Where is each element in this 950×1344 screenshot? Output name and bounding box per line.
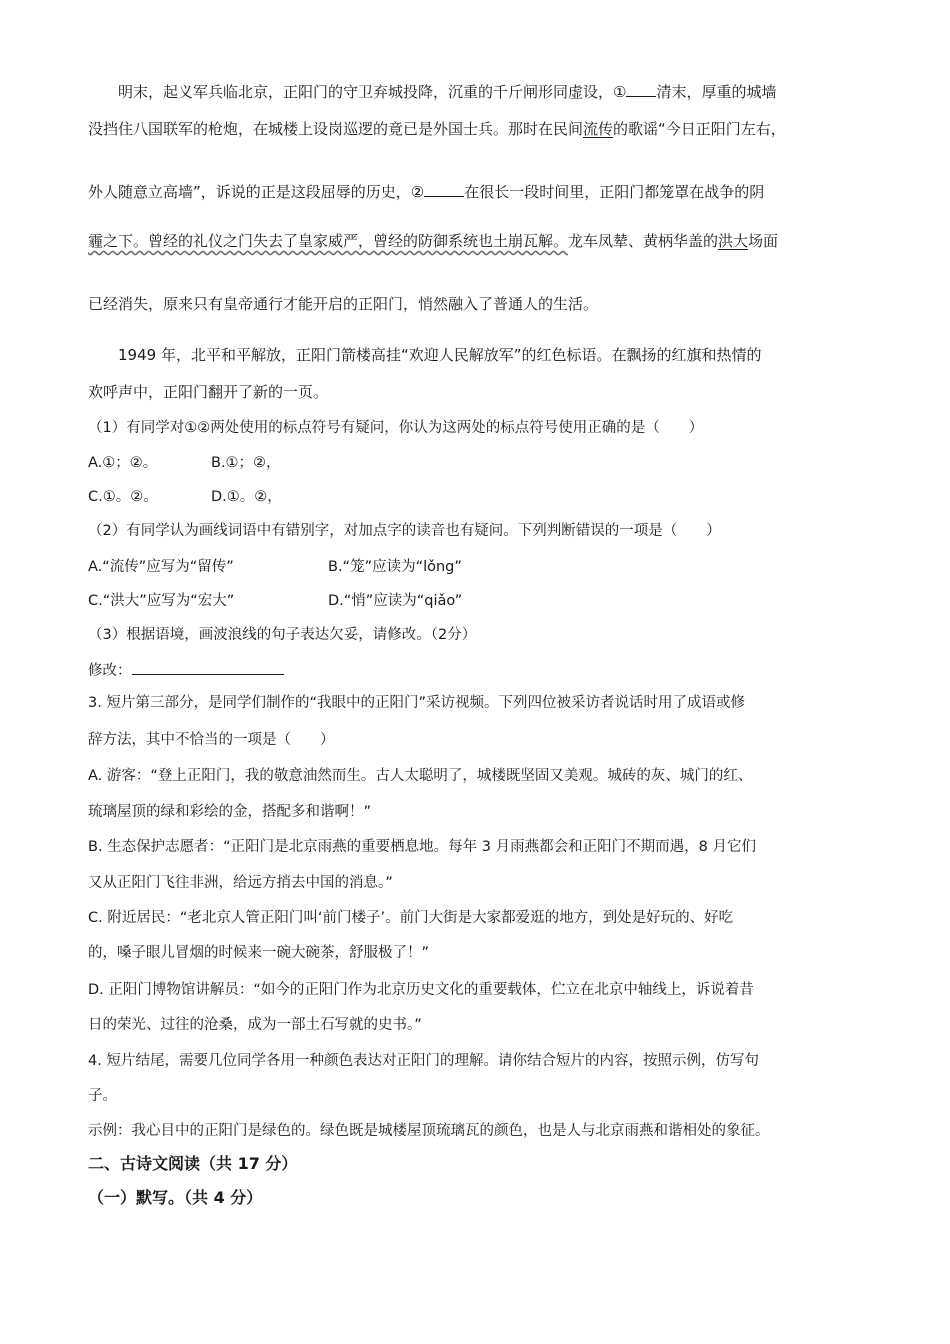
revision-blank [132, 660, 284, 675]
underlined-word: 洪大 [718, 232, 749, 250]
example-text: 示例：我心目中的正阳门是绿色的。绿色既是城楼屋顶琉璃瓦的颜色，也是人与北京雨燕和谐相处的象征。 [88, 1123, 770, 1139]
wavy-sentence: 霾之下。曾经的礼仪之门失去了皇家威严，曾经的防御系统也土崩瓦解。 [88, 232, 569, 250]
option-d: D.①。②， [211, 489, 282, 505]
answer-blank [424, 182, 464, 197]
passage-line: 外人随意立高墙”，诉说的正是这段屈辱的历史，② 在很长一段时间里，正阳门都笼罩在战争的阴 [88, 183, 765, 201]
question-stem: 3. 短片第三部分，是同学们制作的“我眼中的正阳门”采访视频。下列四位被采访者说话时用了成语或修 [88, 695, 745, 711]
option-d: D.“悄”应读为“qiǎo” [328, 593, 463, 609]
option-text: B. 生态保护志愿者：“正阳门是北京雨燕的重要栖息地。每年 3 月雨燕都会和正阳门不期而遇，8 月它们 [88, 839, 756, 855]
option-text: A. 游客：“登上正阳门，我的敬意油然而生。古人太聪明了，城楼既坚固又美观。城砖的灰、城门的红、 [88, 768, 753, 784]
question-stem: （3）根据语境，画波浪线的句子表达欠妥，请修改。（2分） [88, 627, 477, 643]
option-row [88, 590, 870, 612]
question-stem: 4. 短片结尾，需要几位同学各用一种颜色表达对正阳门的理解。请你结合短片的内容，按照示例，仿写句 [88, 1053, 759, 1069]
dotted-character: 笼 [659, 183, 675, 201]
option-text: 的，嗓子眼儿冒烟的时候来一碗大碗茶，舒服极了！” [88, 945, 430, 961]
question-stem: （2）有同学认为画线词语中有错别字，对加点字的读音也有疑问。下列判断错误的一项是（ ） [88, 523, 721, 539]
option-row [88, 486, 870, 508]
option-c: C.①。②。 [88, 489, 158, 505]
revision-label: 修改： [88, 663, 132, 679]
passage-line: 已经消失，原来只有皇帝通行才能开启的正阳门，悄然融入了普通人的生活。 [88, 295, 599, 313]
option-a: A.①；②。 [88, 455, 158, 471]
passage-line: 欢呼声中，正阳门翻开了新的一页。 [88, 383, 329, 401]
option-text: 又从正阳门飞往非洲，给远方捎去中国的消息。” [88, 875, 393, 891]
underlined-word: 流传 [583, 120, 614, 138]
option-row [88, 556, 870, 578]
option-a: A.“流传”应写为“留传” [88, 559, 234, 575]
option-b: B.“笼”应读为“lǒng” [328, 559, 462, 575]
answer-blank [626, 82, 656, 97]
option-text: D. 正阳门博物馆讲解员：“如今的正阳门作为北京历史文化的重要载体，伫立在北京中轴线上，诉说着昔 [88, 982, 754, 998]
passage-line: 明末，起义军兵临北京，正阳门的守卫弃城投降，沉重的千斤闸形同虚设，① 清末，厚重的城墙 [118, 83, 777, 101]
sub-section-heading: （一）默写。（共 4 分） [88, 1188, 263, 1207]
option-text: C. 附近居民：“老北京人管正阳门叫‘前门楼子’。前门大街是大家都爱逛的地方，到处是好玩的、好吃 [88, 910, 734, 926]
revision-row [88, 660, 870, 682]
option-text: 日的荣光、过往的沧桑，成为一部土石写就的史书。” [88, 1017, 422, 1033]
passage-line: 霾之下。曾经的礼仪之门失去了皇家威严，曾经的防御系统也土崩瓦解。龙车凤辇、黄柄华盖的洪大场面 [88, 232, 779, 250]
question-stem: 辞方法，其中不恰当的一项是（ ） [88, 732, 335, 748]
option-c: C.“洪大”应写为“宏大” [88, 593, 235, 609]
question-stem: 子。 [88, 1088, 117, 1104]
option-row [88, 452, 870, 474]
question-stem: （1）有同学对①②两处使用的标点符号有疑问，你认为这两处的标点符号使用正确的是（ ） [88, 420, 704, 436]
dotted-character: 悄 [418, 295, 434, 313]
section-heading: 二、古诗文阅读（共 17 分） [88, 1154, 298, 1173]
option-b: B.①；②， [211, 455, 281, 471]
passage-line: 没挡住八国联军的枪炮，在城楼上设岗巡逻的竟已是外国士兵。那时在民间流传的歌谣“今日正阳门左右， [88, 120, 786, 138]
option-text: 琉璃屋顶的绿和彩绘的金，搭配多和谐啊！” [88, 804, 372, 820]
passage-line: 1949 年，北平和平解放，正阳门箭楼高挂“欢迎人民解放军”的红色标语。在飘扬的红旗和热情的 [118, 346, 762, 364]
